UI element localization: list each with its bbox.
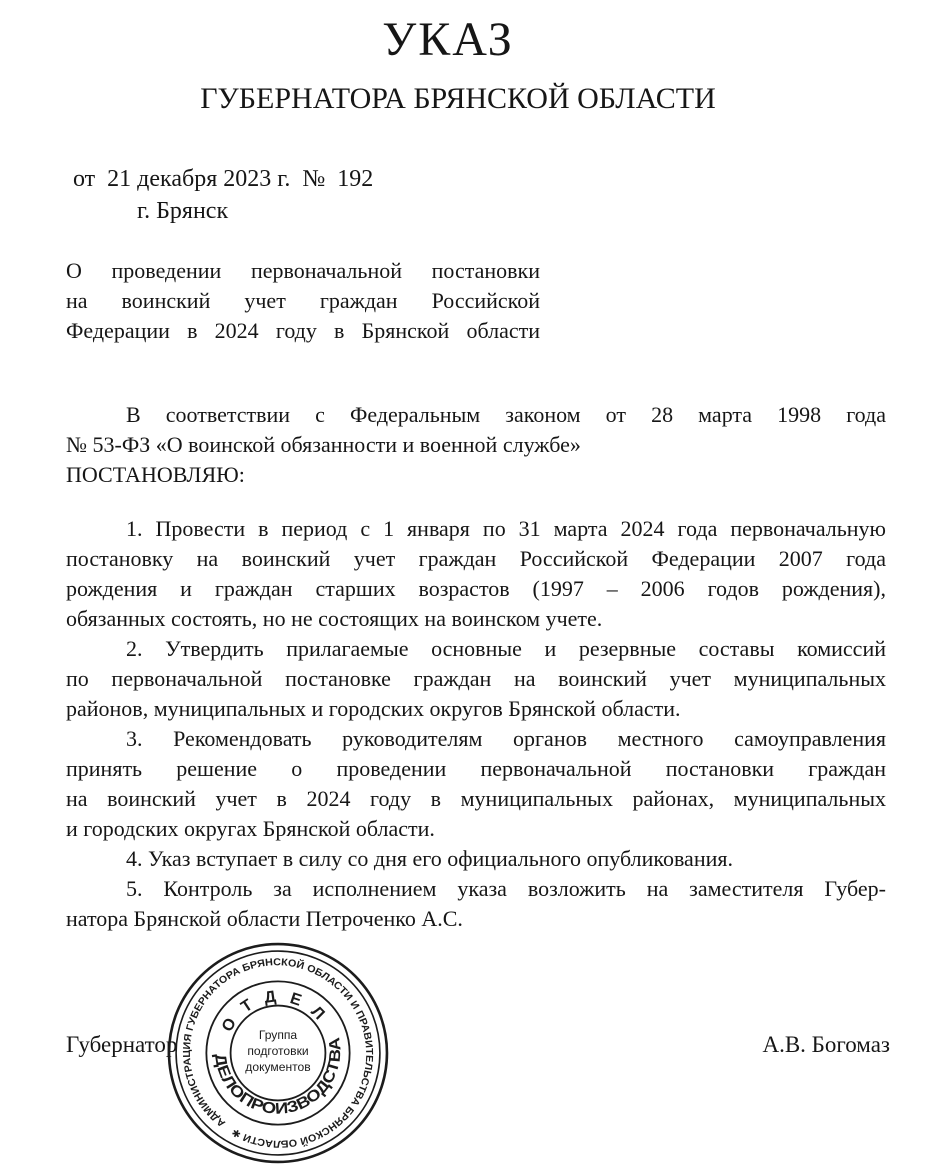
signer-title: Губернатор bbox=[66, 1032, 178, 1057]
item-2-line: 2. Утвердить прилагаемые основные и резервные составы комиссий bbox=[126, 636, 886, 661]
preamble-block bbox=[66, 400, 886, 490]
subject-line: О проведении первоначальной постановки bbox=[66, 258, 540, 283]
item-3-line: 3. Рекомендовать руководителям органов местного самоуправления bbox=[126, 726, 886, 751]
item-3-line: принять решение о проведении первоначальной постановки граждан bbox=[66, 756, 886, 781]
document-title: УКАЗ bbox=[382, 13, 514, 66]
date-number-line: от 21 декабря 2023 г. № 192 bbox=[73, 166, 374, 192]
subject-line: на воинский учет граждан Российской bbox=[66, 288, 540, 313]
item-1-line: постановку на воинский учет граждан Российской Федерации 2007 года bbox=[66, 546, 886, 571]
stamp-center-line: Группа bbox=[258, 1027, 298, 1042]
preamble-line: В соответствии с Федеральным законом от 28 марта 1998 года bbox=[126, 402, 886, 427]
subject-line: Федерации в 2024 году в Брянской области bbox=[66, 318, 540, 343]
document-subtitle: ГУБЕРНАТОРА БРЯНСКОЙ ОБЛАСТИ bbox=[200, 82, 716, 115]
stamp-center-line: подготовки bbox=[247, 1044, 309, 1059]
official-stamp-icon bbox=[166, 941, 390, 1165]
stamp-ring-top-textpath: ОТДЕЛ bbox=[218, 987, 329, 1035]
item-1-line: 1. Провести в период с 1 января по 31 марта 2024 года первоначальную bbox=[126, 516, 886, 541]
stamp-outer-ring-textpath: АДМИНИСТРАЦИЯ ГУБЕРНАТОРА БРЯНСКОЙ ОБЛАСТИ И ПРАВИТЕЛЬСТВА БРЯНСКОЙ ОБЛАСТИ ✱ bbox=[181, 957, 375, 1149]
city-line: г. Брянск bbox=[137, 198, 229, 224]
item-4-line: 4. Указ вступает в силу со дня его официального опубликования. bbox=[126, 846, 733, 871]
item-3-line: и городских округах Брянской области. bbox=[66, 816, 435, 841]
item-5-line: натора Брянской области Петроченко А.С. bbox=[66, 906, 463, 931]
signer-name: А.В. Богомаз bbox=[762, 1032, 890, 1057]
item-1-line: рождения и граждан старших возрастов (1997 – 2006 годов рождения), bbox=[66, 576, 886, 601]
decree-items-block bbox=[66, 514, 886, 934]
item-1-line: обязанных состоять, но не состоящих на воинском учете. bbox=[66, 606, 603, 631]
stamp-ring-bottom-textpath: ДЕЛОПРОИЗВОДСТВА bbox=[210, 1038, 345, 1118]
item-2-line: районов, муниципальных и городских округов Брянской области. bbox=[66, 696, 681, 721]
item-3-line: на воинский учет в 2024 году в муниципальных районах, муниципальных bbox=[66, 786, 886, 811]
item-2-line: по первоначальной постановке граждан на воинский учет муниципальных bbox=[66, 666, 886, 691]
stamp-center-line: документов bbox=[245, 1060, 311, 1075]
subject-block bbox=[66, 256, 540, 346]
preamble-line: № 53-ФЗ «О воинской обязанности и военной службе» bbox=[66, 432, 581, 457]
item-5-line: 5. Контроль за исполнением указа возложить на заместителя Губер- bbox=[126, 876, 886, 901]
resolve-word: ПОСТАНОВЛЯЮ: bbox=[66, 462, 245, 487]
